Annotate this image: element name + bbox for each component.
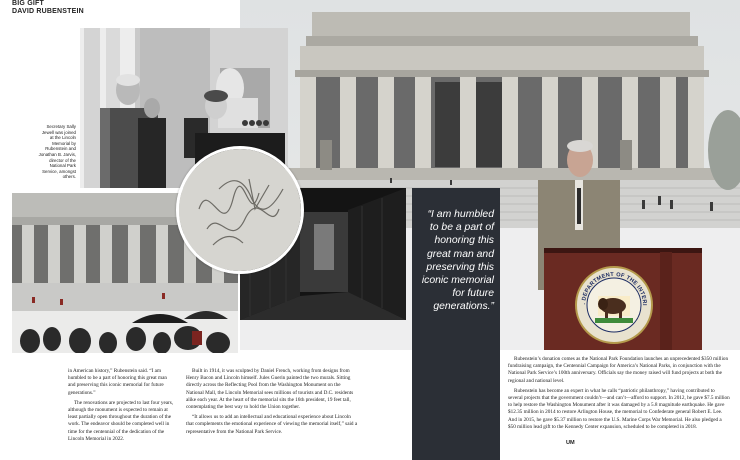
author-label: DAVID RUBENSTEIN bbox=[12, 8, 84, 15]
paragraph: Rubenstein’s donation comes as the National Park Foundation launches an unprecedented $350 million fundraising campaign, the Centennial Campaign for America’s National Parks, in conjunction with the National Park Service’s 100th anniversary. Officials say the money raised will fund projects at both the regional and national level. bbox=[508, 356, 729, 384]
body-column-3 bbox=[508, 356, 730, 434]
paragraph: Built in 1914, it was sculpted by Daniel French, working from designs from Henry Bacon and Lincoln himself. Jules Guerin painted the two murals. Sitting directly across the Reflecting Pool from the Washington Monument on the National Mall, the Lincoln Memorial sees millions of tourists and D.C. residents alike each year. At the heart of the memorial sits the 16th president, 19 feet tall, contemplating the best way to hold the Union together. bbox=[186, 368, 354, 411]
graffiti-closeup-photo bbox=[176, 146, 304, 274]
left-header bbox=[12, 0, 84, 16]
photo-caption: Secretary Sally Jewell was joined at the Lincoln Memorial by Rubenstein and Jonathan B. Jarvis, director of the National Park Service, amongst others. bbox=[38, 124, 76, 180]
paragraph: The renovations are projected to last four years, although the monument is expected to remain at least partially open throughout the duration of the work. The endeavor should be completed well in time for the centennial of the dedication of the Lincoln Memorial in 2022. bbox=[68, 399, 174, 442]
pull-quote: “I am humbled to be a part of honoring this great man and preserving this iconic memorial for future generations.” bbox=[421, 209, 494, 313]
seal-text: . DEPARTMENT OF THE INTERI bbox=[580, 271, 648, 306]
paragraph: “It allows us to add an intellectual and educational experience about Lincoln that complements the emotional experience of viewing the memorial itself,” said a representative from the National Park Service. bbox=[186, 414, 358, 435]
end-mark: UM bbox=[566, 440, 575, 446]
paragraph: in American history,” Rubenstein said. “I am humbled to be a part of honoring this great man and preserving this iconic memorial for future generations.” bbox=[68, 368, 167, 396]
body-column-1 bbox=[68, 368, 174, 446]
interior-seal-icon bbox=[575, 266, 653, 344]
paragraph: Rubenstein has become an expert in what he calls “patriotic philanthropy,” having contributed to several projects that the government couldn’t—and can’t—afford to support. In 2012, he gave $7.5 million to help restore the Washington Monument after it was damaged by a 5.8 magnitude earthquake. He gave $12.35 million in 2014 to restore Arlington House, the memorial to Confederate general Robert E. Lee. And in 2015, he gave $5.37 million to restore the U.S. Marine Corps War Memorial. He also pledged a $50 million lead gift to the Kennedy Center expansion, scheduled to be completed in 2018. bbox=[508, 387, 730, 430]
body-column-2 bbox=[186, 368, 358, 439]
section-label: BIG GIFT bbox=[12, 0, 44, 7]
